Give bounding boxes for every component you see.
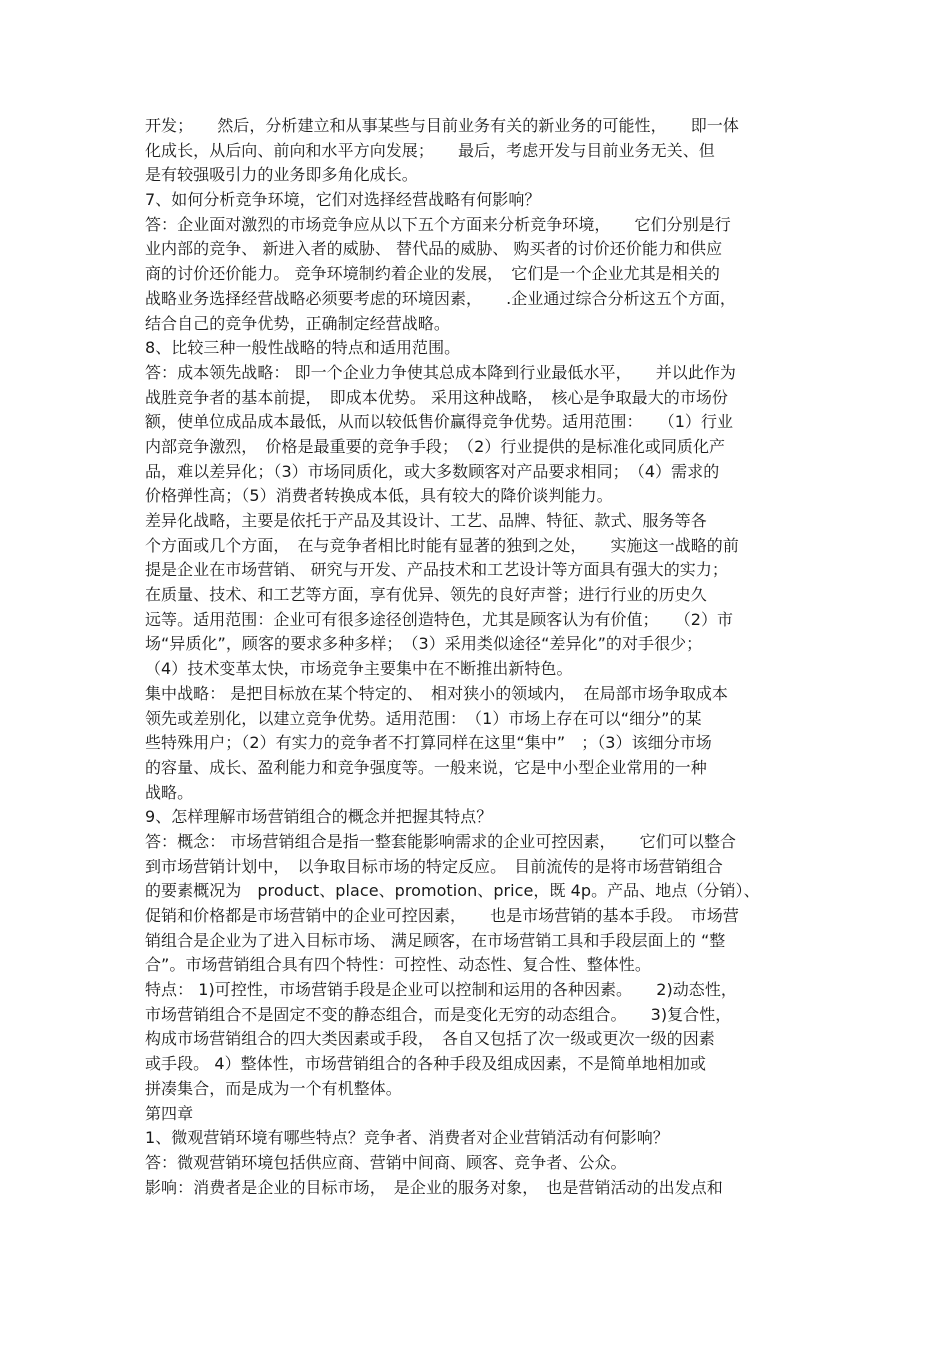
- text-line: 集中战略： 是把目标放在某个特定的、 相对狭小的领域内， 在局部市场争取成本: [145, 683, 728, 703]
- text-line: 在质量、技术、和工艺等方面，享有优异、领先的良好声誉；进行行业的历史久: [145, 585, 707, 605]
- question-heading: 9、怎样理解市场营销组合的概念并把握其特点？: [145, 807, 493, 827]
- text-line: 影响：消费者是企业的目标市场， 是企业的服务对象， 也是营销活动的出发点和: [145, 1177, 723, 1197]
- text-line: 领先或差别化，以建立竞争优势。适用范围： （1）市场上存在可以“细分”的某: [145, 708, 702, 728]
- text-line: 远等。适用范围：企业可有很多途径创造特色，尤其是顾客认为有价值； （2）市: [145, 609, 734, 629]
- text-line: （4）技术变革太快，市场竞争主要集中在不断推出新特色。: [145, 659, 573, 679]
- text-line: 答：概念： 市场营销组合是指一整套能影响需求的企业可控因素， 它们可以整合: [145, 831, 736, 851]
- text-line: 品，难以差异化；（3）市场同质化，或大多数顾客对产品要求相同； （4）需求的: [145, 461, 720, 481]
- text-line: 商的讨价还价能力。 竞争环境制约着企业的发展， 它们是一个企业尤其是相关的: [145, 264, 720, 284]
- text-line: 战胜竞争者的基本前提， 即成本优势。 采用这种战略， 核心是争取最大的市场份: [145, 387, 728, 407]
- text-line: 促销和价格都是市场营销中的企业可控因素， 也是市场营销的基本手段。 市场营: [145, 906, 739, 925]
- text-line: 内部竞争激烈， 价格是最重要的竞争手段； （2）行业提供的是标准化或同质化产: [145, 436, 726, 456]
- text-line: 战略。: [145, 782, 194, 802]
- text-line: 的要素概况为 product、place、promotion、price，既 4p。产品、地点（分销）、: [145, 881, 760, 901]
- text-line: 差异化战略，主要是依托于产品及其设计、工艺、品牌、特征、款式、服务等各: [145, 511, 707, 530]
- text-line: 战略业务选择经营战略必须要考虑的环境因素， .企业通过综合分析这五个方面，: [145, 288, 736, 308]
- text-line: 合”。市场营销组合具有四个特性：可控性、动态性、复合性、整体性。: [145, 955, 651, 975]
- question-heading: 7、如何分析竞争环境，它们对选择经营战略有何影响？: [145, 190, 541, 210]
- text-line: 个方面或几个方面， 在与竞争者相比时能有显著的独到之处， 实施这一战略的前: [145, 535, 739, 555]
- text-line: 是有较强吸引力的业务即多角化成长。: [145, 165, 418, 185]
- text-line: 到市场营销计划中， 以争取目标市场的特定反应。 目前流传的是将市场营销组合: [145, 856, 723, 876]
- text-line: 些特殊用户；（2）有实力的竞争者不打算同样在这里“集中” ；（3）该细分市场: [145, 733, 712, 753]
- question-heading: 第四章: [145, 1103, 194, 1123]
- text-line: 或手段。 4）整体性，市场营销组合的各种手段及组成因素，不是简单地相加或: [145, 1054, 707, 1074]
- text-line: 构成市场营销组合的四大类因素或手段， 各自又包括了次一级或更次一级的因素: [145, 1029, 715, 1049]
- question-heading: 1、微观营销环境有哪些特点？竞争者、消费者对企业营销活动有何影响？: [145, 1128, 669, 1148]
- text-line: 化成长，从后向、前向和水平方向发展； 最后，考虑开发与目前业务无关、但: [145, 140, 715, 160]
- text-line: 开发； 然后，分析建立和从事某些与目前业务有关的新业务的可能性， 即一体: [145, 116, 739, 135]
- text-line: 拼凑集合，而是成为一个有机整体。: [145, 1078, 402, 1098]
- text-line: 答：企业面对激烈的市场竞争应从以下五个方面来分析竞争环境， 它们分别是行: [145, 214, 731, 234]
- text-line: 答：微观营销环境包括供应商、营销中间商、顾客、竞争者、公众。: [145, 1152, 627, 1172]
- text-line: 答：成本领先战略： 即一个企业力争使其总成本降到行业最低水平， 并以此作为: [145, 362, 736, 382]
- text-line: 价格弹性高；（5）消费者转换成本低，具有较大的降价谈判能力。: [145, 486, 613, 506]
- text-line: 结合自己的竞争优势，正确制定经营战略。: [145, 313, 450, 333]
- text-line: 的容量、成长、盈利能力和竞争强度等。一般来说，它是中小型企业常用的一种: [145, 757, 707, 777]
- text-line: 销组合是企业为了进入目标市场、 满足顾客，在市场营销工具和手段层面上的 “整: [145, 930, 726, 950]
- text-line: 业内部的竞争、 新进入者的威胁、 替代品的威胁、 购买者的讨价还价能力和供应: [145, 239, 723, 259]
- text-line: 场“异质化”，顾客的要求多种多样； （3）采用类似途径“差异化”的对手很少；: [145, 634, 703, 654]
- text-line: 额，使单位成品成本最低，从而以较低售价赢得竞争优势。适用范围： （1）行业: [145, 412, 734, 432]
- question-heading: 8、比较三种一般性战略的特点和适用范围。: [145, 338, 461, 358]
- text-line: 提是企业在市场营销、 研究与开发、产品技术和工艺设计等方面具有强大的实力；: [145, 560, 728, 580]
- document-body: [145, 114, 807, 1200]
- text-line: 市场营销组合不是固定不变的静态组合，而是变化无穷的动态组合。 3)复合性，: [145, 1004, 732, 1024]
- text-line: 特点： 1)可控性，市场营销手段是企业可以控制和运用的各种因素。 2)动态性，: [145, 980, 737, 1000]
